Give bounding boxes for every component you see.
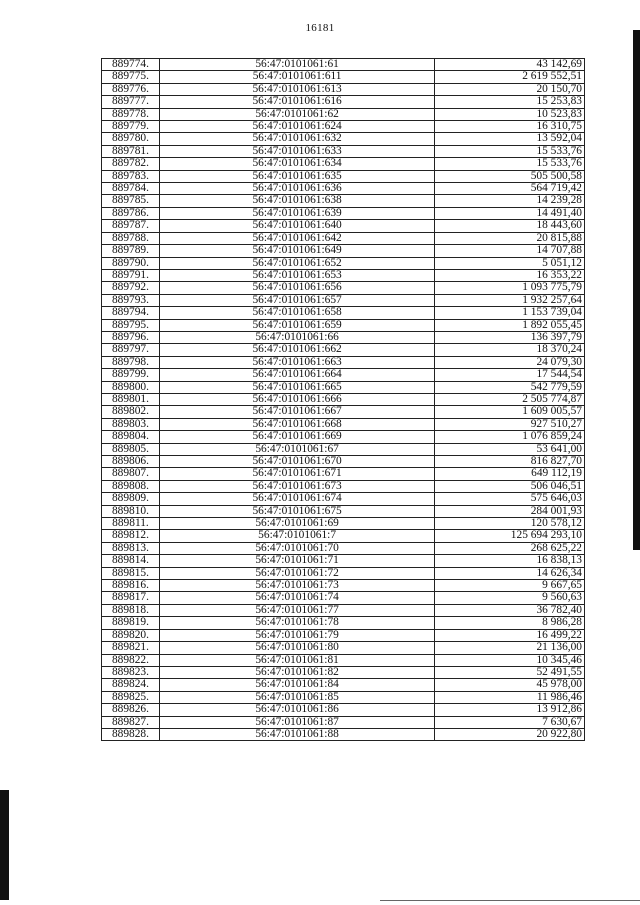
cadastral-number: 56:47:0101061:652 [159,257,434,269]
table-row [102,443,585,455]
cadastral-number: 56:47:0101061:649 [159,245,434,257]
cadastral-number: 56:47:0101061:636 [159,183,434,195]
cadastral-value: 506 046,51 [435,480,585,492]
table-row [102,468,585,480]
table-row [102,406,585,418]
row-number: 889809. [102,493,160,505]
cadastral-value: 43 142,69 [435,59,585,71]
row-number: 889821. [102,642,160,654]
cadastral-value: 45 978,00 [435,679,585,691]
cadastral-value: 1 153 739,04 [435,307,585,319]
table-row [102,282,585,294]
row-number: 889775. [102,71,160,83]
table-body [102,59,585,741]
table-row [102,319,585,331]
cadastral-number: 56:47:0101061:662 [159,344,434,356]
table-row [102,604,585,616]
table-row [102,381,585,393]
row-number: 889781. [102,145,160,157]
cadastral-value: 1 076 859,24 [435,431,585,443]
table-row [102,530,585,542]
table-row [102,232,585,244]
cadastral-number: 56:47:0101061:85 [159,691,434,703]
row-number: 889794. [102,307,160,319]
row-number: 889793. [102,294,160,306]
row-number: 889826. [102,704,160,716]
table-row [102,456,585,468]
table-row [102,59,585,71]
row-number: 889803. [102,418,160,430]
table-row [102,567,585,579]
table-row [102,170,585,182]
cadastral-number: 56:47:0101061:7 [159,530,434,542]
cadastral-number: 56:47:0101061:78 [159,617,434,629]
cadastral-value: 13 592,04 [435,133,585,145]
table-row [102,493,585,505]
cadastral-value: 2 619 552,51 [435,71,585,83]
cadastral-number: 56:47:0101061:667 [159,406,434,418]
table-row [102,431,585,443]
cadastral-value: 564 719,42 [435,183,585,195]
row-number: 889823. [102,666,160,678]
table-row [102,71,585,83]
row-number: 889817. [102,592,160,604]
cadastral-number: 56:47:0101061:671 [159,468,434,480]
cadastral-number: 56:47:0101061:611 [159,71,434,83]
cadastral-number: 56:47:0101061:84 [159,679,434,691]
cadastral-value: 20 815,88 [435,232,585,244]
cadastral-number: 56:47:0101061:675 [159,505,434,517]
row-number: 889813. [102,542,160,554]
cadastral-value: 649 112,19 [435,468,585,480]
table-row [102,542,585,554]
cadastral-value: 15 533,76 [435,158,585,170]
table-row [102,418,585,430]
row-number: 889811. [102,518,160,530]
cadastral-value: 1 932 257,64 [435,294,585,306]
table-row [102,183,585,195]
row-number: 889786. [102,207,160,219]
table-row [102,96,585,108]
row-number: 889799. [102,369,160,381]
cadastral-number: 56:47:0101061:80 [159,642,434,654]
row-number: 889784. [102,183,160,195]
cadastral-number: 56:47:0101061:624 [159,121,434,133]
cadastral-number: 56:47:0101061:613 [159,83,434,95]
cadastral-number: 56:47:0101061:61 [159,59,434,71]
cadastral-number: 56:47:0101061:79 [159,629,434,641]
row-number: 889800. [102,381,160,393]
row-number: 889796. [102,331,160,343]
cadastral-number: 56:47:0101061:640 [159,220,434,232]
row-number: 889807. [102,468,160,480]
cadastral-value: 5 051,12 [435,257,585,269]
cadastral-value: 136 397,79 [435,331,585,343]
cadastral-number: 56:47:0101061:633 [159,145,434,157]
scan-edge-left [0,790,9,900]
cadastral-number: 56:47:0101061:666 [159,393,434,405]
table-row [102,158,585,170]
cadastral-value: 16 353,22 [435,269,585,281]
table-row [102,195,585,207]
cadastral-number: 56:47:0101061:669 [159,431,434,443]
cadastral-value: 14 707,88 [435,245,585,257]
row-number: 889827. [102,716,160,728]
row-number: 889777. [102,96,160,108]
row-number: 889792. [102,282,160,294]
cadastral-value: 14 239,28 [435,195,585,207]
cadastral-value: 53 641,00 [435,443,585,455]
cadastral-value: 1 892 055,45 [435,319,585,331]
row-number: 889820. [102,629,160,641]
cadastral-value: 268 625,22 [435,542,585,554]
row-number: 889782. [102,158,160,170]
cadastral-number: 56:47:0101061:635 [159,170,434,182]
cadastral-value: 14 626,34 [435,567,585,579]
table-row [102,480,585,492]
row-number: 889778. [102,108,160,120]
cadastral-value: 1 093 775,79 [435,282,585,294]
table-row [102,629,585,641]
row-number: 889824. [102,679,160,691]
cadastral-value: 816 827,70 [435,456,585,468]
cadastral-number: 56:47:0101061:87 [159,716,434,728]
cadastral-value: 18 443,60 [435,220,585,232]
row-number: 889804. [102,431,160,443]
row-number: 889791. [102,269,160,281]
cadastral-number: 56:47:0101061:616 [159,96,434,108]
cadastral-number: 56:47:0101061:72 [159,567,434,579]
row-number: 889785. [102,195,160,207]
cadastral-value: 36 782,40 [435,604,585,616]
row-number: 889806. [102,456,160,468]
table-row [102,393,585,405]
table-row [102,716,585,728]
cadastral-number: 56:47:0101061:668 [159,418,434,430]
table-row [102,704,585,716]
cadastral-value: 1 609 005,57 [435,406,585,418]
table-row [102,654,585,666]
cadastral-number: 56:47:0101061:665 [159,381,434,393]
table-row [102,518,585,530]
row-number: 889795. [102,319,160,331]
cadastral-number: 56:47:0101061:74 [159,592,434,604]
cadastral-number: 56:47:0101061:670 [159,456,434,468]
cadastral-value: 16 838,13 [435,555,585,567]
row-number: 889815. [102,567,160,579]
row-number: 889814. [102,555,160,567]
cadastral-value: 542 779,59 [435,381,585,393]
table-row [102,617,585,629]
row-number: 889810. [102,505,160,517]
row-number: 889774. [102,59,160,71]
cadastral-number: 56:47:0101061:88 [159,728,434,740]
table-row [102,592,585,604]
cadastral-value: 14 491,40 [435,207,585,219]
cadastral-number: 56:47:0101061:66 [159,331,434,343]
row-number: 889816. [102,580,160,592]
cadastral-value: 16 499,22 [435,629,585,641]
cadastral-value: 575 646,03 [435,493,585,505]
cadastral-number: 56:47:0101061:663 [159,356,434,368]
cadastral-number: 56:47:0101061:77 [159,604,434,616]
cadastral-value: 52 491,55 [435,666,585,678]
row-number: 889788. [102,232,160,244]
table-row [102,145,585,157]
row-number: 889819. [102,617,160,629]
table-row [102,121,585,133]
cadastral-value: 9 667,65 [435,580,585,592]
cadastral-value: 10 523,83 [435,108,585,120]
table-row [102,691,585,703]
cadastral-value: 11 986,46 [435,691,585,703]
cadastral-number: 56:47:0101061:673 [159,480,434,492]
table-row [102,331,585,343]
row-number: 889822. [102,654,160,666]
table-row [102,679,585,691]
cadastral-number: 56:47:0101061:86 [159,704,434,716]
cadastral-number: 56:47:0101061:658 [159,307,434,319]
cadastral-value: 18 370,24 [435,344,585,356]
table-row [102,133,585,145]
cadastral-value: 24 079,30 [435,356,585,368]
table-row [102,307,585,319]
cadastral-number: 56:47:0101061:81 [159,654,434,666]
row-number: 889801. [102,393,160,405]
cadastral-number: 56:47:0101061:659 [159,319,434,331]
cadastral-value: 15 253,83 [435,96,585,108]
cadastral-value: 125 694 293,10 [435,530,585,542]
scan-edge-right [633,30,640,550]
row-number: 889789. [102,245,160,257]
cadastral-value: 8 986,28 [435,617,585,629]
row-number: 889780. [102,133,160,145]
table-row [102,369,585,381]
scan-bottom-line [380,900,640,901]
cadastral-number: 56:47:0101061:71 [159,555,434,567]
cadastral-value: 9 560,63 [435,592,585,604]
table-row [102,344,585,356]
row-number: 889798. [102,356,160,368]
table-row [102,728,585,740]
row-number: 889825. [102,691,160,703]
cadastral-value-table [101,58,585,741]
table-row [102,108,585,120]
cadastral-number: 56:47:0101061:73 [159,580,434,592]
cadastral-number: 56:47:0101061:82 [159,666,434,678]
row-number: 889790. [102,257,160,269]
cadastral-number: 56:47:0101061:638 [159,195,434,207]
table-row [102,207,585,219]
row-number: 889808. [102,480,160,492]
table-row [102,83,585,95]
cadastral-value: 2 505 774,87 [435,393,585,405]
cadastral-value: 13 912,86 [435,704,585,716]
cadastral-number: 56:47:0101061:69 [159,518,434,530]
cadastral-value: 10 345,46 [435,654,585,666]
cadastral-number: 56:47:0101061:664 [159,369,434,381]
table-row [102,269,585,281]
cadastral-number: 56:47:0101061:67 [159,443,434,455]
cadastral-number: 56:47:0101061:639 [159,207,434,219]
cadastral-number: 56:47:0101061:653 [159,269,434,281]
table-row [102,257,585,269]
table-row [102,220,585,232]
row-number: 889812. [102,530,160,542]
table-row [102,666,585,678]
row-number: 889805. [102,443,160,455]
cadastral-value: 284 001,93 [435,505,585,517]
cadastral-value: 7 630,67 [435,716,585,728]
cadastral-value: 927 510,27 [435,418,585,430]
cadastral-value: 20 150,70 [435,83,585,95]
cadastral-value: 15 533,76 [435,145,585,157]
cadastral-value: 16 310,75 [435,121,585,133]
table-row [102,356,585,368]
cadastral-number: 56:47:0101061:634 [159,158,434,170]
cadastral-value: 21 136,00 [435,642,585,654]
cadastral-value: 20 922,80 [435,728,585,740]
cadastral-value: 17 544,54 [435,369,585,381]
row-number: 889828. [102,728,160,740]
cadastral-number: 56:47:0101061:656 [159,282,434,294]
row-number: 889797. [102,344,160,356]
row-number: 889818. [102,604,160,616]
cadastral-number: 56:47:0101061:62 [159,108,434,120]
cadastral-value: 505 500,58 [435,170,585,182]
table-row [102,505,585,517]
cadastral-number: 56:47:0101061:632 [159,133,434,145]
row-number: 889783. [102,170,160,182]
table-row [102,642,585,654]
cadastral-number: 56:47:0101061:70 [159,542,434,554]
row-number: 889779. [102,121,160,133]
row-number: 889802. [102,406,160,418]
table-row [102,580,585,592]
cadastral-value: 120 578,12 [435,518,585,530]
row-number: 889776. [102,83,160,95]
table-row [102,245,585,257]
cadastral-number: 56:47:0101061:642 [159,232,434,244]
page-number: 16181 [305,22,335,34]
table-row [102,294,585,306]
table-row [102,555,585,567]
cadastral-number: 56:47:0101061:674 [159,493,434,505]
row-number: 889787. [102,220,160,232]
cadastral-number: 56:47:0101061:657 [159,294,434,306]
